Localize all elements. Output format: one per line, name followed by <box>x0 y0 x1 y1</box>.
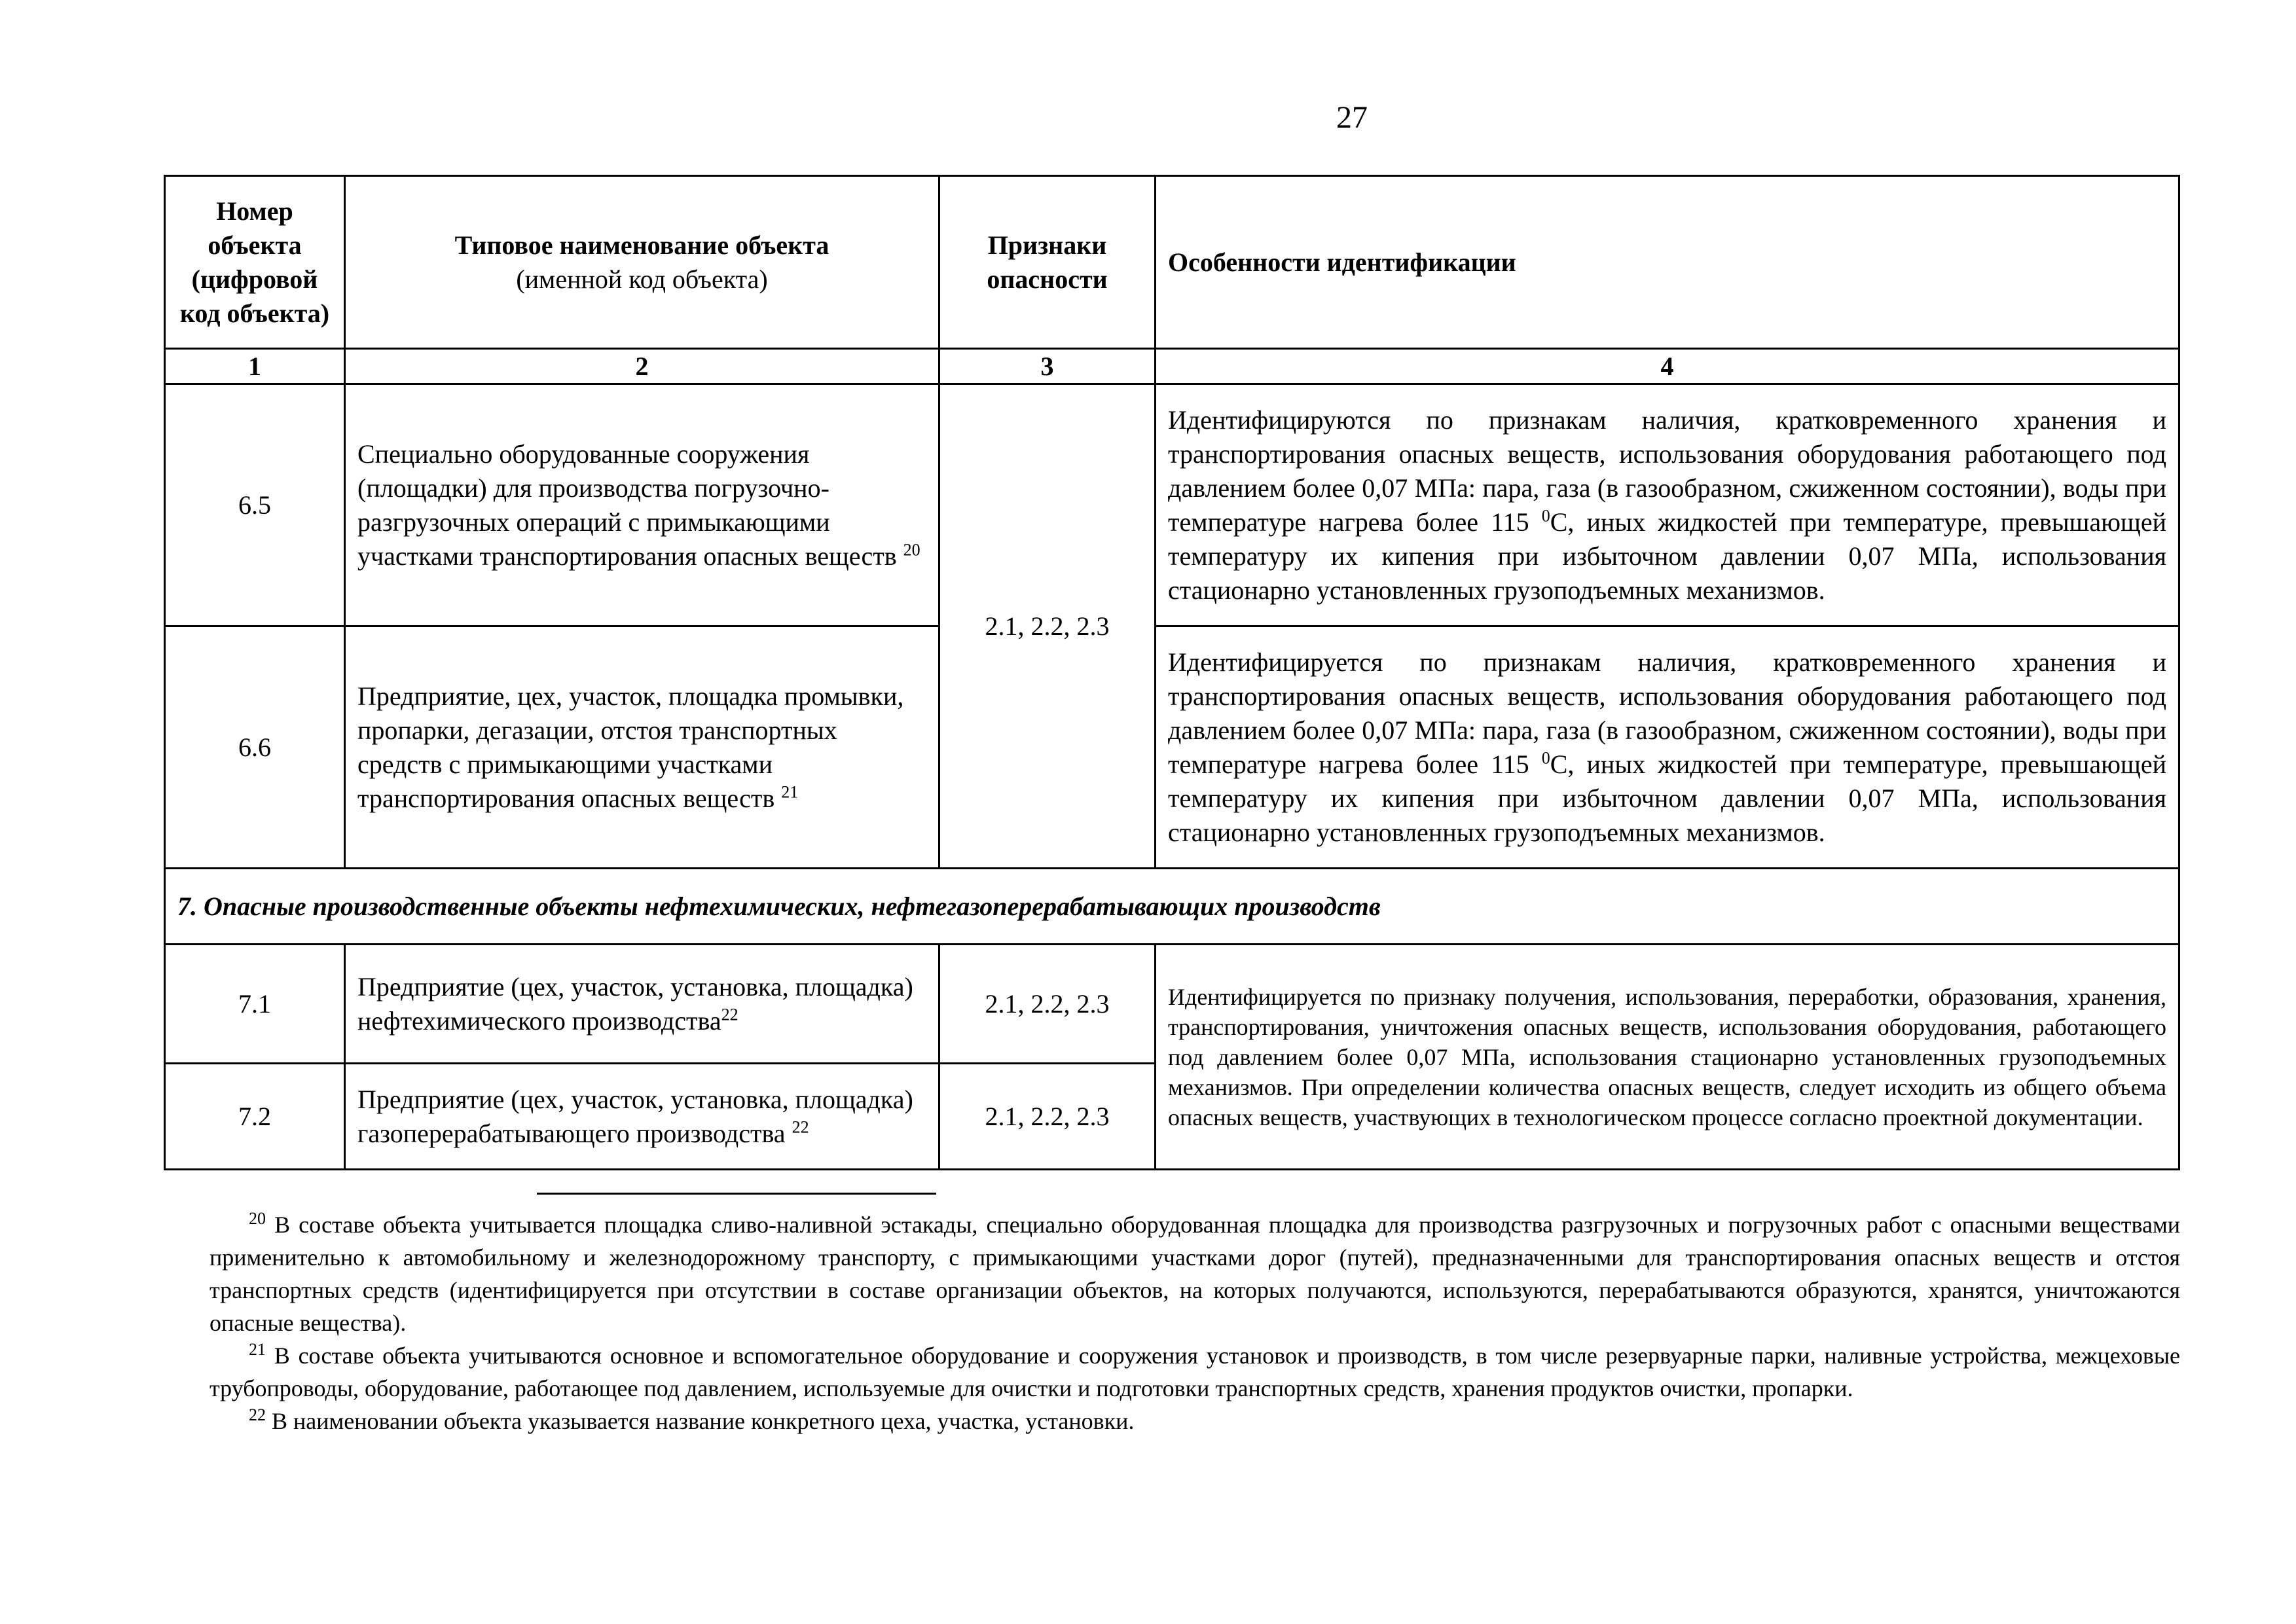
identification-features <box>1156 384 2179 626</box>
features-text: Идентифицируется по признакам наличия, кратковременного хранения и транспортирования опасных веществ, использования оборудования работающего под давлением более 0,07 МПа: пара, газа (в газообразном, сжиженном состоянии), воды при температуре нагрева более 115 <box>1168 647 2166 779</box>
footnote-ref: 22 <box>721 1005 738 1024</box>
footnote <box>210 1208 2180 1339</box>
object-name-text: Предприятие, цех, участок, площадка промывки, пропарки, дегазации, отстоя транспортных средств с примыкающими участками транспортирования опасных веществ <box>357 681 904 813</box>
header-object-name <box>345 176 939 349</box>
object-name <box>345 945 939 1064</box>
header-danger-signs: Признаки опасности <box>939 176 1156 349</box>
danger-signs: 2.1, 2.2, 2.3 <box>939 384 1156 869</box>
footnote-ref: 20 <box>903 540 920 560</box>
footnote-ref: 21 <box>781 782 799 802</box>
footnote-text: В составе объекта учитывается площадка сливо-наливной эстакады, специально оборудованная площадка для производства разгрузочных и погрузочных работ с опасными веществами применительно к автомобильному и железнодорожному транспорту, с примыкающими участками дорог (путей), предназначенными для транспортирования опасных веществ и отстоя транспортных средств (идентифицируется при отсутствии в составе организации объектов, на которых получаются, используются, перерабатываются образуются, хранятся, уничтожаются опасные вещества). <box>210 1212 2180 1336</box>
table-row <box>165 945 2179 1064</box>
column-number: 3 <box>939 349 1156 384</box>
table-row <box>165 626 2179 869</box>
column-number: 2 <box>345 349 939 384</box>
column-number: 4 <box>1156 349 2179 384</box>
footnote-number: 20 <box>249 1209 266 1228</box>
features-text-tail: С, иных жидкостей при температуре, превышающей температуру их кипения при избыточном давлении 0,07 МПа, использования стационарно установленных грузоподъемных механизмов. <box>1168 507 2166 605</box>
header-object-number: Номер объекта (цифровой код объекта) <box>165 176 345 349</box>
footnotes <box>210 1208 2180 1437</box>
hazard-objects-table <box>164 175 2180 1170</box>
column-number-row <box>165 349 2179 384</box>
object-number: 6.6 <box>165 626 345 869</box>
degree-sign: 0 <box>1541 748 1550 768</box>
features-text: Идентифицируются по признакам наличия, кратковременного хранения и транспортирования опасных веществ, использования оборудования работающего под давлением более 0,07 МПа: пара, газа (в газообразном, сжиженном состоянии), воды при температуре нагрева более 115 <box>1168 405 2166 537</box>
object-number: 7.2 <box>165 1064 345 1170</box>
object-number: 6.5 <box>165 384 345 626</box>
footnote-ref: 22 <box>792 1117 809 1137</box>
section-heading: 7. Опасные производственные объекты нефтехимических, нефтегазоперерабатывающих производств <box>165 869 2179 945</box>
footnote-text: В составе объекта учитываются основное и вспомогательное оборудование и сооружения установок и производств, в том числе резервуарные парки, наливные устройства, межцеховые трубопроводы, оборудование, работающее под давлением, используемые для очистки и подготовки транспортных средств, хранения продуктов очистки, пропарки. <box>210 1343 2180 1401</box>
object-name-text: Предприятие (цех, участок, установка, площадка) нефтехимического производства <box>357 971 913 1036</box>
object-name <box>345 384 939 626</box>
header-object-name-code: (именной код объекта) <box>516 264 768 294</box>
footnote-separator <box>537 1193 936 1195</box>
table-header-row <box>165 176 2179 349</box>
object-name <box>345 626 939 869</box>
footnote-number: 21 <box>249 1340 266 1359</box>
column-number: 1 <box>165 349 345 384</box>
identification-features <box>1156 626 2179 869</box>
footnote-text: В наименовании объекта указывается название конкретного цеха, участка, установки. <box>272 1408 1135 1434</box>
identification-features: Идентифицируется по признаку получения, использования, переработки, образования, хранения, транспортирования, уничтожения опасных веществ, использования оборудования, работающего под давлением более 0,07 МПа, использования стационарно установленных грузоподъемных механизмов. При определении количества опасных веществ, следует исходить из общего объема опасных веществ, участвующих в технологическом процессе согласно проектной документации. <box>1156 945 2179 1170</box>
features-text-tail: С, иных жидкостей при температуре, превышающей температуру их кипения при избыточном давлении 0,07 МПа, использования стационарно установленных грузоподъемных механизмов. <box>1168 749 2166 847</box>
section-heading-row <box>165 869 2179 945</box>
header-identification-features: Особенности идентификации <box>1156 176 2179 349</box>
object-name-text: Специально оборудованные сооружения (площадки) для производства погрузочно-разгрузочных операций с примыкающими участками транспортирования опасных веществ <box>357 439 897 571</box>
table-row <box>165 384 2179 626</box>
footnote <box>210 1339 2180 1405</box>
object-number: 7.1 <box>165 945 345 1064</box>
footnote <box>210 1405 2180 1437</box>
danger-signs: 2.1, 2.2, 2.3 <box>939 1064 1156 1170</box>
header-object-name-main: Типовое наименование объекта <box>454 230 829 260</box>
page-number: 27 <box>1336 100 1368 135</box>
footnote-number: 22 <box>249 1405 266 1424</box>
danger-signs: 2.1, 2.2, 2.3 <box>939 945 1156 1064</box>
degree-sign: 0 <box>1541 506 1550 526</box>
object-name-text: Предприятие (цех, участок, установка, площадка) газоперерабатывающего производства <box>357 1084 913 1148</box>
object-name <box>345 1064 939 1170</box>
